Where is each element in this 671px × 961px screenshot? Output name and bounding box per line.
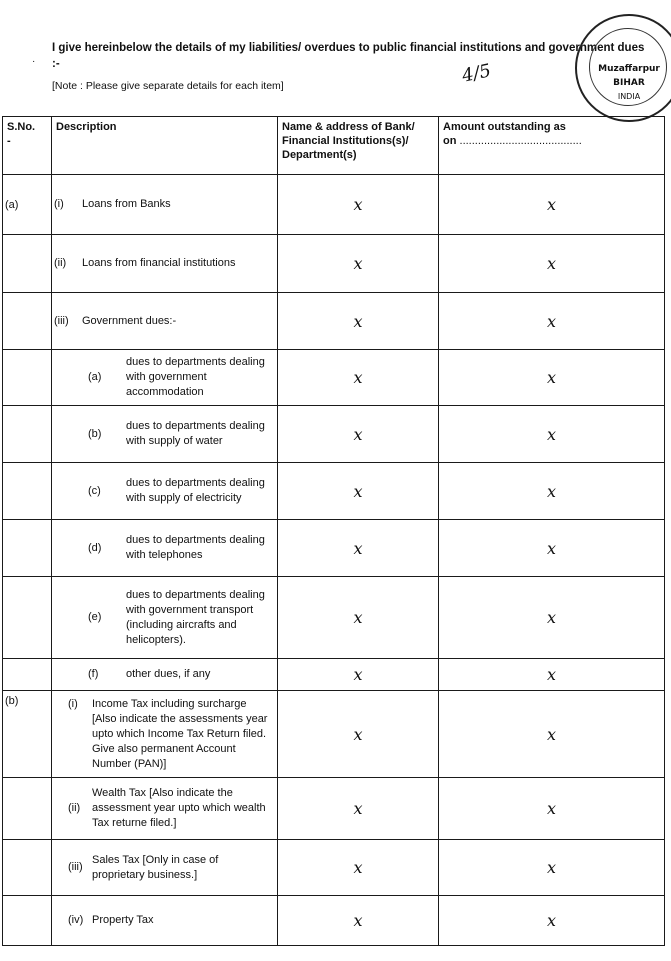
row-description — [52, 691, 278, 778]
row-description — [52, 577, 278, 659]
row-bank-mark: x — [278, 778, 439, 840]
table-row — [3, 577, 665, 659]
header-amount-on-line — [443, 134, 660, 148]
row-bank-mark: x — [278, 350, 439, 406]
row-amount-mark: x — [439, 840, 665, 896]
row-amount-mark: x — [439, 520, 665, 577]
table-row — [3, 691, 665, 778]
liabilities-table — [2, 116, 665, 946]
header-sno — [3, 117, 52, 175]
header-amount-label: Amount outstanding as — [443, 121, 566, 133]
header-amount-dots: ........................................ — [459, 135, 582, 147]
row-sno: (a) — [3, 175, 52, 235]
table-row — [3, 175, 665, 235]
row-sno — [3, 235, 52, 293]
header-description: Description — [52, 117, 278, 175]
header-sno-dash: - — [7, 135, 11, 147]
row-bank-mark: x — [278, 463, 439, 520]
header-amount — [439, 117, 665, 175]
row-text: Sales Tax [Only in case of proprietary business.] — [92, 853, 219, 881]
row-number: (iii) — [68, 861, 83, 873]
row-amount-mark: x — [439, 778, 665, 840]
note-text: [Note : Please give separate details for each item] — [52, 80, 284, 92]
row-description — [52, 463, 278, 520]
row-text: dues to departments dealing with government accommodation — [126, 356, 265, 398]
row-bank-mark: x — [278, 896, 439, 946]
row-bank-mark: x — [278, 235, 439, 293]
row-text: Government dues:- — [82, 314, 177, 327]
table-row — [3, 520, 665, 577]
table-row — [3, 659, 665, 691]
row-amount-mark: x — [439, 659, 665, 691]
row-description — [52, 840, 278, 896]
row-bank-mark: x — [278, 691, 439, 778]
row-sno — [3, 778, 52, 840]
table-row — [3, 406, 665, 463]
row-amount-mark: x — [439, 691, 665, 778]
row-sno: (b) — [3, 691, 52, 778]
row-description — [52, 896, 278, 946]
row-text: Income Tax including surcharge [Also indicate the assessments year upto which Income Tax Return filed. Give also permanent Account Number (PAN)] — [92, 697, 268, 770]
row-sno — [3, 659, 52, 691]
row-amount-mark: x — [439, 235, 665, 293]
row-sno — [3, 577, 52, 659]
row-number: (a) — [88, 371, 102, 383]
handwritten-page-mark: 4/5 — [460, 60, 493, 87]
row-bank-mark: x — [278, 520, 439, 577]
row-sno — [3, 463, 52, 520]
stamp-line-2: BIHAR — [613, 78, 645, 88]
header-sno-label: S.No. — [7, 121, 36, 133]
row-text: other dues, if any — [126, 668, 211, 680]
row-number: (ii) — [54, 257, 67, 269]
header-amount-on: on — [443, 135, 457, 147]
row-amount-mark: x — [439, 293, 665, 350]
row-description — [52, 520, 278, 577]
table-row — [3, 840, 665, 896]
row-description — [52, 235, 278, 293]
row-bank-mark: x — [278, 293, 439, 350]
row-description — [52, 293, 278, 350]
intro-section — [52, 40, 652, 94]
row-amount-mark: x — [439, 463, 665, 520]
notary-stamp — [575, 14, 671, 122]
row-text: dues to departments dealing with telephones — [126, 534, 265, 561]
table-row — [3, 293, 665, 350]
row-description — [52, 778, 278, 840]
row-number: (i) — [54, 198, 64, 210]
row-sno — [3, 520, 52, 577]
table-row — [3, 350, 665, 406]
row-sno — [3, 350, 52, 406]
row-bank-mark: x — [278, 406, 439, 463]
row-text: dues to departments dealing with supply of water — [126, 420, 265, 447]
row-sno — [3, 406, 52, 463]
row-bank-mark: x — [278, 659, 439, 691]
table-row — [3, 235, 665, 293]
row-amount-mark: x — [439, 406, 665, 463]
row-text: Loans from Banks — [82, 198, 171, 210]
row-bank-mark: x — [278, 577, 439, 659]
row-number: (iii) — [54, 314, 69, 327]
row-number: (f) — [88, 668, 99, 680]
row-description — [52, 175, 278, 235]
row-text: Wealth Tax [Also indicate the assessment year upto which wealth Tax returne filed.] — [92, 787, 266, 829]
row-amount-mark: x — [439, 175, 665, 235]
bullet-mark: · — [32, 56, 36, 67]
row-text: Property Tax — [92, 914, 154, 926]
row-number: (i) — [68, 697, 78, 710]
intro-paragraph: I give hereinbelow the details of my liabilities/ overdues to public financial institutions and government dues :- — [52, 42, 645, 70]
stamp-line-1: Muzaffarpur — [598, 64, 660, 74]
row-sno — [3, 293, 52, 350]
row-amount-mark: x — [439, 896, 665, 946]
row-number: (e) — [88, 611, 102, 623]
row-number: (ii) — [68, 802, 81, 814]
row-description — [52, 350, 278, 406]
row-bank-mark: x — [278, 175, 439, 235]
row-number: (b) — [88, 427, 102, 440]
row-text: Loans from financial institutions — [82, 257, 236, 269]
table-header-row — [3, 117, 665, 175]
row-number: (iv) — [68, 914, 84, 926]
row-sno — [3, 840, 52, 896]
row-number: (c) — [88, 484, 101, 497]
row-text: dues to departments dealing with supply of electricity — [126, 477, 265, 504]
row-number: (d) — [88, 541, 102, 554]
table-row — [3, 896, 665, 946]
table-row — [3, 778, 665, 840]
header-bank: Name & address of Bank/ Financial Institutions(s)/ Department(s) — [278, 117, 439, 175]
row-text: dues to departments dealing with government transport (including aircrafts and helicopters). — [126, 588, 265, 646]
row-amount-mark: x — [439, 577, 665, 659]
row-sno — [3, 896, 52, 946]
row-bank-mark: x — [278, 840, 439, 896]
row-description — [52, 659, 278, 691]
stamp-line-3: INDIA — [617, 92, 641, 101]
row-amount-mark: x — [439, 350, 665, 406]
table-row — [3, 463, 665, 520]
row-description — [52, 406, 278, 463]
